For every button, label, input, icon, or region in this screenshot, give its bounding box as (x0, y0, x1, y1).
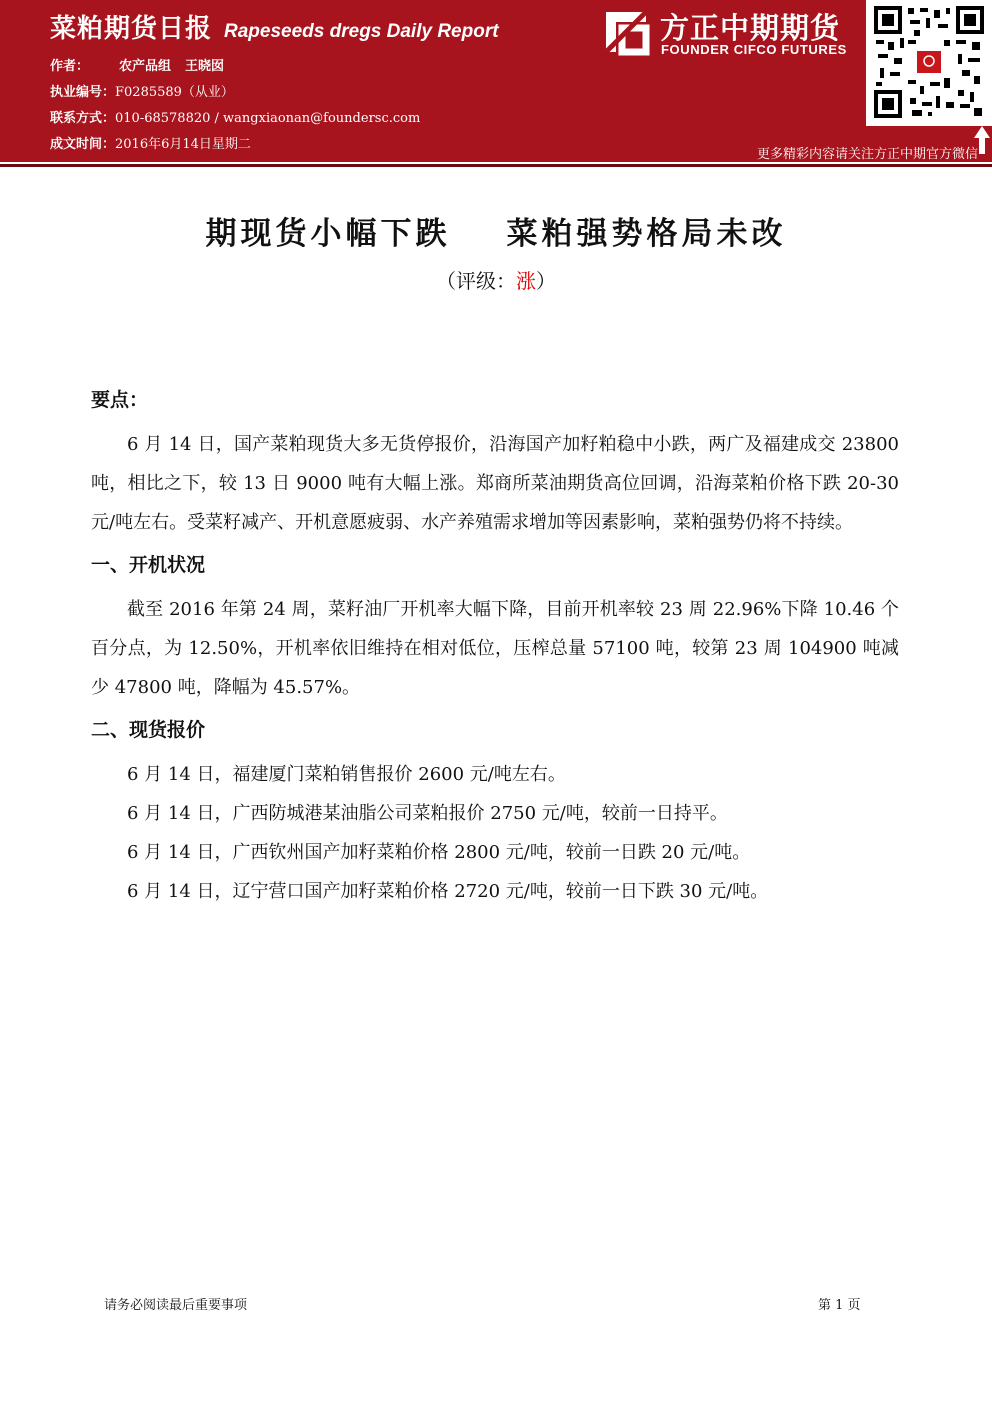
license-value: F0285589（从业） (115, 85, 234, 100)
report-title-cn: 菜粕期货日报 (50, 14, 213, 44)
page-number: 第 1 页 (818, 1298, 861, 1313)
qr-code-icon (874, 6, 984, 118)
quote-line: 6 月 14 日，广西防城港某油脂公司菜粕报价 2750 元/吨，较前一日持平。 (127, 803, 728, 824)
section-1-paragraph: 截至 2016 年第 24 周，菜籽油厂开机率大幅下降，目前开机率较 23 周 22.96%下降 10.46 个百分点，为 12.50%，开机率依旧维持在相对低位，压榨总量 57100 吨，较第 23 周 104900 吨减少 47800 吨，降幅为 45.57%。 (91, 599, 899, 698)
report-meta (50, 54, 420, 158)
report-header (0, 0, 992, 162)
contact-row (50, 106, 420, 132)
rating-value: 涨 (516, 269, 536, 293)
author-group: 农产品组 (119, 59, 172, 74)
qr-code (866, 0, 992, 126)
author-row (50, 54, 420, 80)
logo-text-cn: 方正中期期货 (660, 11, 841, 45)
date-value: 2016年6月14日星期二 (115, 137, 251, 152)
license-row (50, 80, 420, 106)
document-title (0, 208, 992, 253)
rating-line (0, 265, 992, 294)
contact-label: 联系方式： (50, 111, 116, 126)
quote-line: 6 月 14 日，辽宁营口国产加籽菜粕价格 2720 元/吨，较前一日下跌 30 元/吨。 (127, 881, 769, 902)
document-body (91, 385, 899, 911)
logo-text-en: FOUNDER CIFCO FUTURES (661, 42, 847, 57)
contact-value: 010-68578820 / wangxiaonan@foundersc.com (115, 111, 421, 126)
section-2-heading: 二、现货报价 (91, 719, 206, 741)
company-logo (602, 8, 858, 62)
author-name: 王晓囡 (185, 59, 225, 74)
quote-line: 6 月 14 日，福建厦门菜粕销售报价 2600 元/吨左右。 (127, 764, 566, 785)
quote-line: 6 月 14 日，广西钦州国产加籽菜粕价格 2800 元/吨，较前一日跌 20 元/吨。 (127, 842, 751, 863)
header-divider (0, 164, 992, 167)
report-title-en: Rapeseeds dregs Daily Report (224, 21, 499, 42)
license-label: 执业编号： (50, 85, 116, 100)
logo-mark-icon (602, 8, 650, 56)
title-part-2: 菜粕强势格局未改 (506, 216, 787, 252)
report-title (50, 8, 499, 45)
rating-close: ） (536, 269, 556, 293)
footer-notice: 请务必阅读最后重要事项 (104, 1298, 248, 1313)
date-row (50, 132, 420, 158)
section-1-heading: 一、开机状况 (91, 554, 206, 576)
follow-wechat-text: 更多精彩内容请关注方正中期官方微信 (756, 147, 978, 162)
key-points-heading: 要点： (91, 389, 149, 411)
date-label: 成文时间： (50, 137, 116, 152)
rating-label: （评级： (436, 269, 516, 293)
title-part-1: 期现货小幅下跌 (205, 216, 451, 252)
author-label: 作者： (50, 59, 90, 74)
key-points-paragraph: 6 月 14 日，国产菜粕现货大多无货停报价，沿海国产加籽粕稳中小跌，两广及福建成交 23800 吨，相比之下，较 13 日 9000 吨有大幅上涨。郑商所菜油期货高位回调，沿海菜粕价格下跌 20-30 元/吨左右。受菜籽减产、开机意愿疲弱、水产养殖需求增加等因素影响，菜粕强势仍将不持续。 (91, 434, 899, 533)
